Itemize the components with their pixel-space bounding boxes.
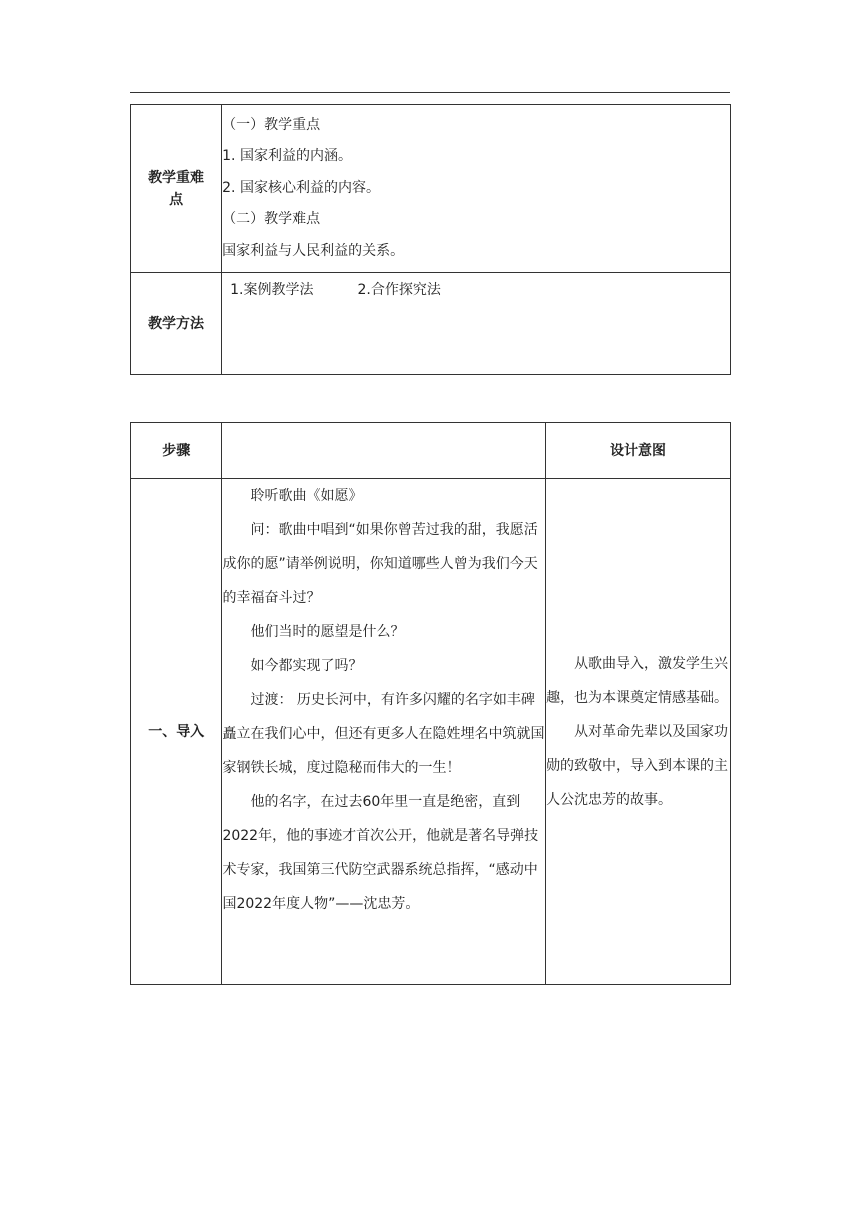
focus-line: 2. 国家核心利益的内容。 xyxy=(222,179,380,196)
focus-line: 1. 国家利益的内涵。 xyxy=(222,148,352,165)
method-item: 2.合作探究法 xyxy=(357,282,441,298)
content-paragraph: 如今都实现了吗？ xyxy=(250,658,363,674)
content-paragraph: 过渡： 历史长河中，有许多闪耀的名字如丰碑矗立在我们心中，但还有更多人在隐姓埋名中筑就国家钢铁长城，度过隐秘而伟大的一生！ xyxy=(222,692,545,776)
step-row xyxy=(131,479,731,985)
content-paragraph: 问：歌曲中唱到“如果你曾苦过我的甜，我愿活成你的愿”请举例说明，你知道哪些人曾为我们今天的幸福奋斗过？ xyxy=(222,522,538,606)
content-paragraph: 他们当时的愿望是什么？ xyxy=(250,624,405,640)
col-content-header xyxy=(222,423,546,479)
methods-content xyxy=(222,273,731,375)
focus-label xyxy=(131,105,222,273)
header-rule xyxy=(130,92,730,93)
step-intent xyxy=(546,479,731,985)
focus-content xyxy=(222,105,731,273)
content-paragraph: 聆听歌曲《如愿》 xyxy=(250,488,363,504)
focus-line: （二）教学难点 xyxy=(222,211,321,228)
step-name: 一、导入 xyxy=(131,479,222,985)
methods-row xyxy=(131,273,731,375)
content-paragraph: 他的名字，在过去60年里一直是绝密，直到2022年，他的事迹才首次公开，他就是著名导弹技术专家，我国第三代防空武器系统总指挥，“感动中国2022年度人物”——沈忠芳。 xyxy=(222,794,539,912)
focus-row xyxy=(131,105,731,273)
col-step-header: 步骤 xyxy=(131,423,222,479)
focus-line: （一）教学重点 xyxy=(222,116,321,133)
intent-paragraph: 从歌曲导入，激发学生兴趣，也为本课奠定情感基础。 xyxy=(546,655,729,706)
focus-label-text: 教学重难点 xyxy=(148,169,205,208)
methods-label: 教学方法 xyxy=(131,273,222,375)
col-intent-header: 设计意图 xyxy=(546,423,731,479)
method-item: 1.案例教学法 xyxy=(230,282,314,298)
focus-line: 国家利益与人民利益的关系。 xyxy=(222,242,405,259)
teaching-focus-table xyxy=(130,104,731,375)
step-content xyxy=(222,479,546,985)
header-row xyxy=(131,423,731,479)
intent-paragraph: 从对革命先辈以及国家功勋的致敬中，导入到本课的主人公沈忠芳的故事。 xyxy=(546,723,729,808)
lesson-steps-table xyxy=(130,422,731,985)
